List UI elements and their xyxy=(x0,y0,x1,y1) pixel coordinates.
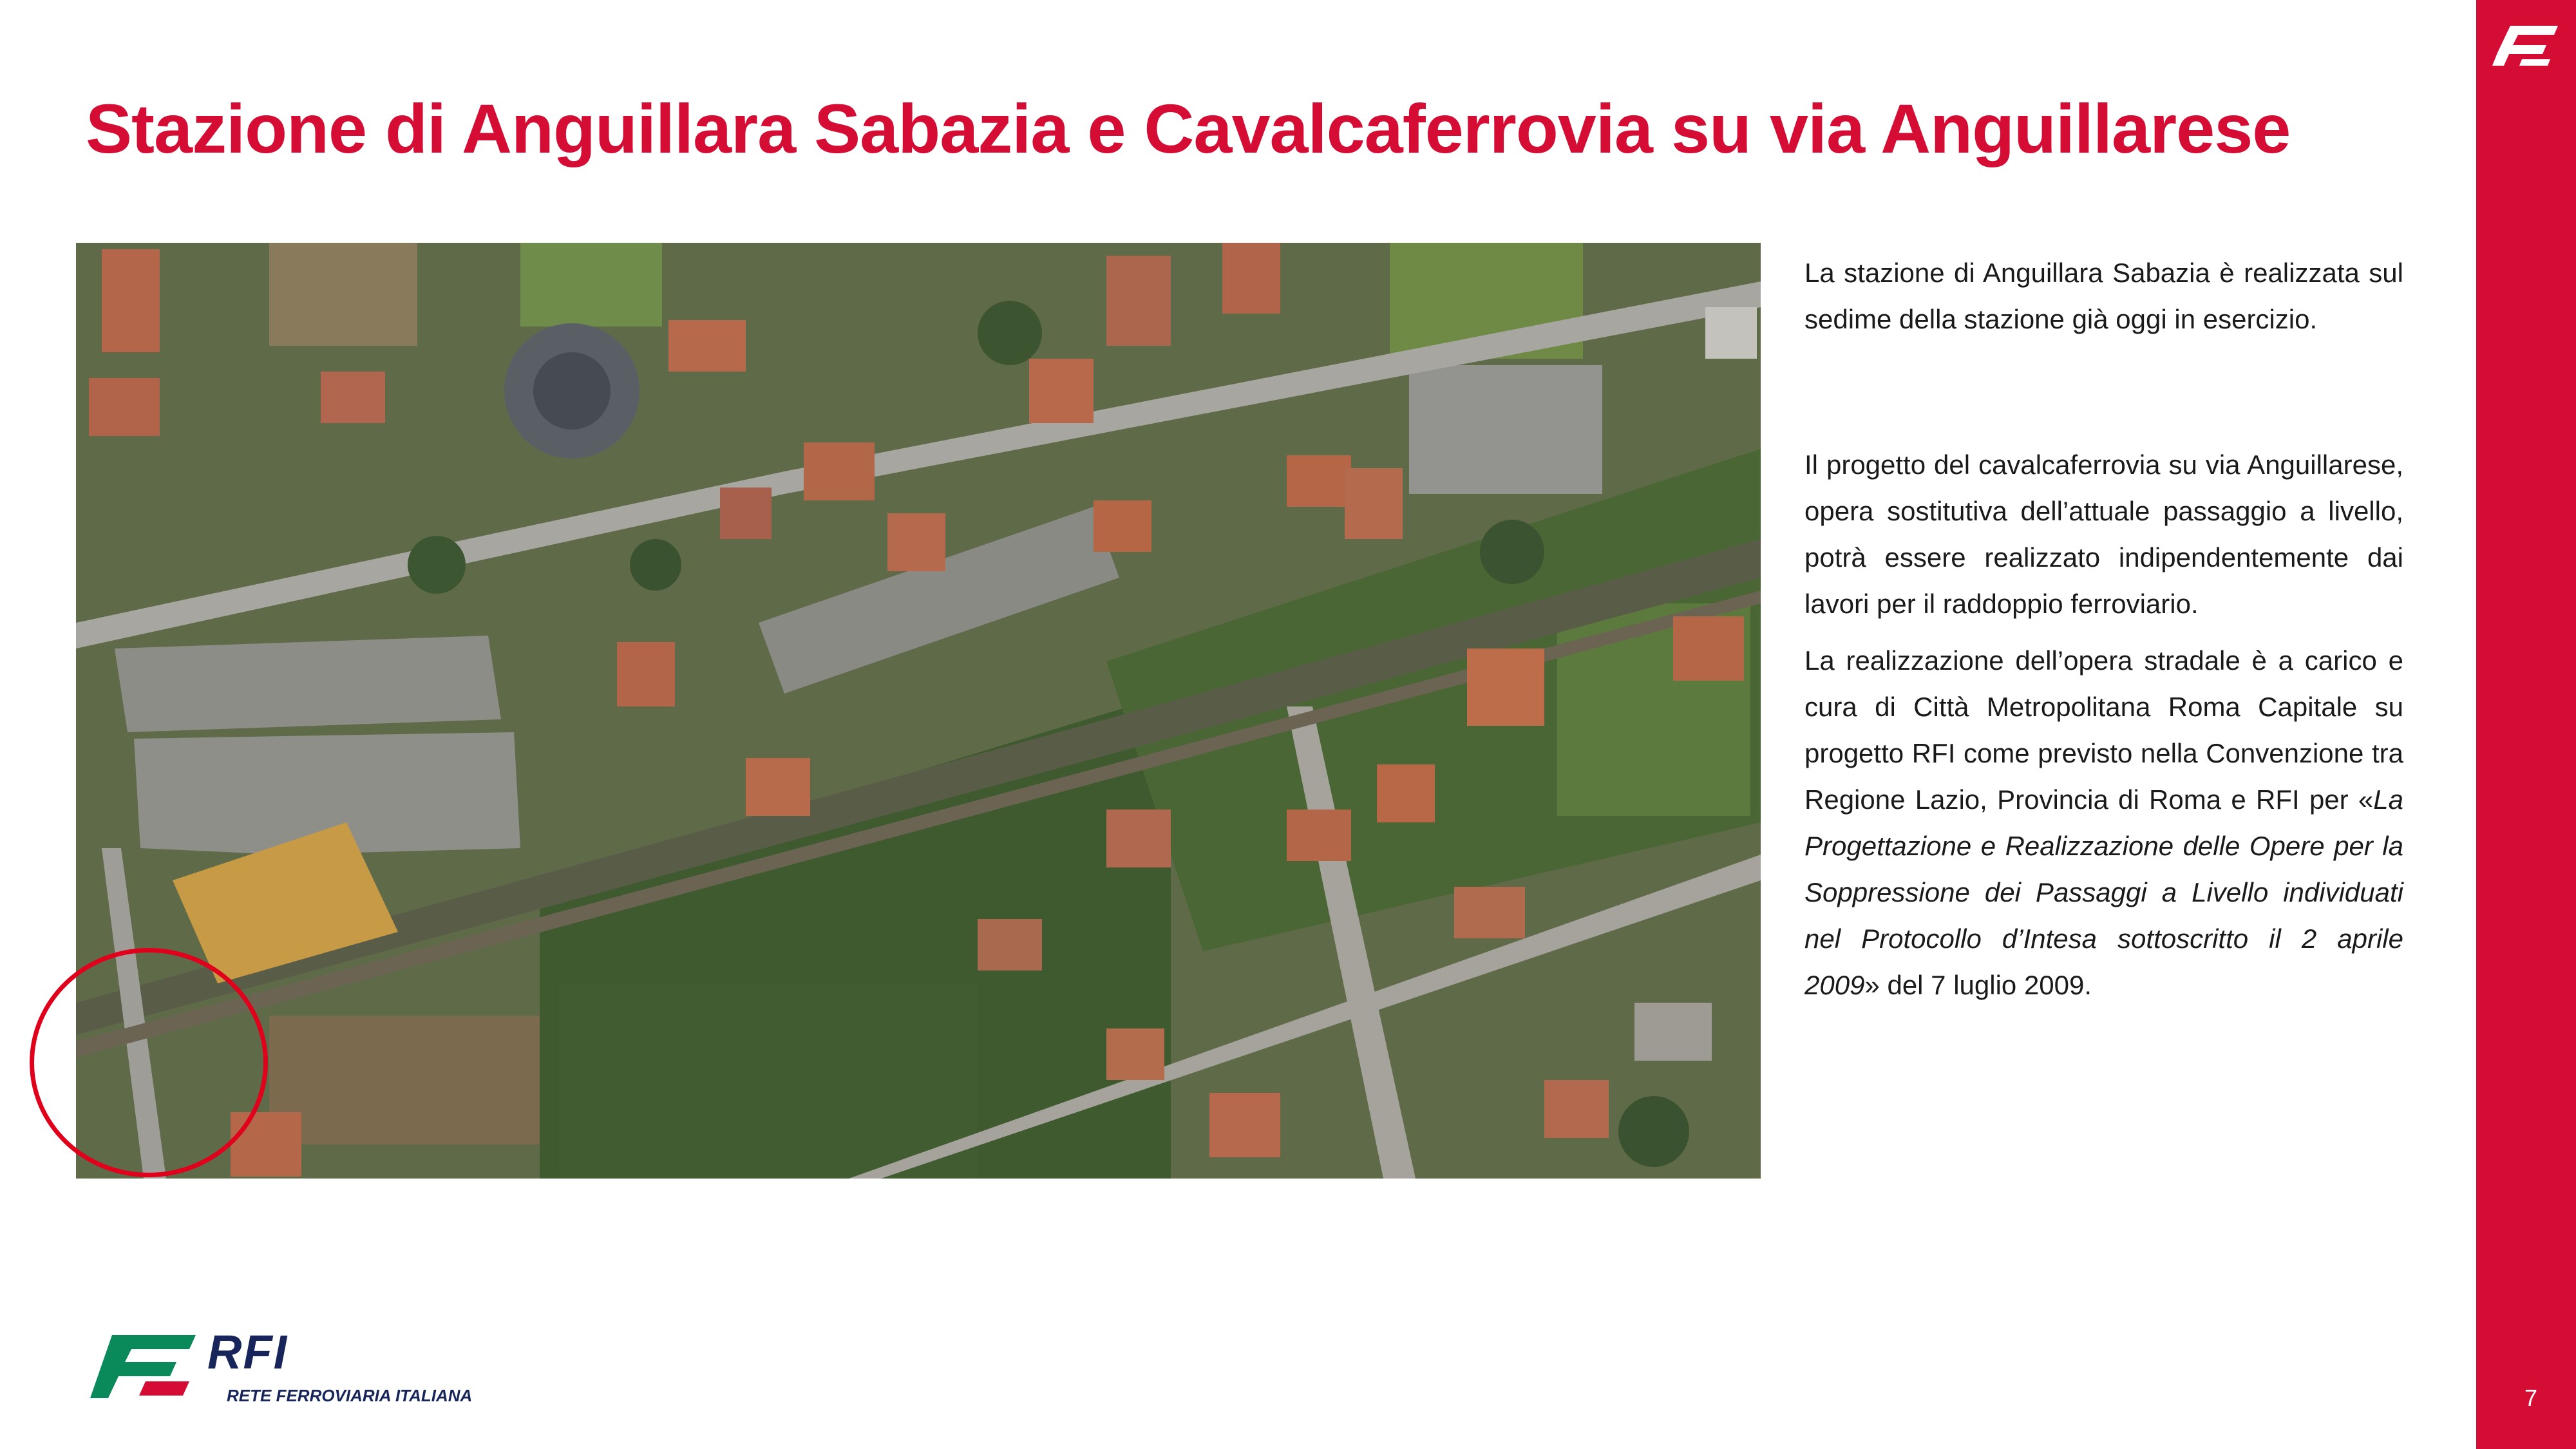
red-circle-marker-icon xyxy=(30,948,268,1177)
trenitalia-fs-logo-icon xyxy=(2486,14,2563,72)
rfi-tagline: RETE FERROVIARIA ITALIANA xyxy=(227,1386,473,1405)
paragraph-station: La stazione di Anguillara Sabazia è realizzata sul sedime della stazione già oggi in esercizio. xyxy=(1804,258,2403,334)
slide-title: Stazione di Anguillara Sabazia e Cavalcaferrovia su via Anguillarese xyxy=(86,90,2291,167)
paragraph-project: Il progetto del cavalcaferrovia su via Anguillarese, opera sostitutiva dell’attuale passaggio a livello, potrà essere realizzato indipendentemente dai lavori per il raddoppio ferroviario. xyxy=(1804,450,2403,619)
brand-sidebar xyxy=(2476,0,2576,1449)
rfi-logo xyxy=(86,1323,473,1414)
rfi-wordmark: RFI xyxy=(207,1325,289,1379)
agreement-title-italic: La Progettazione e Realizzazione delle Opere per la Soppressione dei Passaggi a Livello individuati nel Protocollo d’Intesa sottoscritto il 2 aprile 2009 xyxy=(1804,784,2403,1000)
rfi-fs-mark-icon xyxy=(86,1329,215,1403)
description-text xyxy=(1804,250,2403,1009)
aerial-photo xyxy=(76,243,1761,1179)
paragraph-agreement xyxy=(1804,638,2403,1009)
aerial-map-illustration xyxy=(76,243,1761,1179)
paragraph-agreement-start: La realizzazione dell’opera stradale è a carico e cura di Città Metropolitana Roma Capitale su progetto RFI come previsto nella Convenzione tra Regione Lazio, Provincia di Roma e RFI per « xyxy=(1804,645,2403,815)
page-number: 7 xyxy=(2524,1385,2537,1411)
paragraph-agreement-end: » del 7 luglio 2009. xyxy=(1864,970,2092,1000)
